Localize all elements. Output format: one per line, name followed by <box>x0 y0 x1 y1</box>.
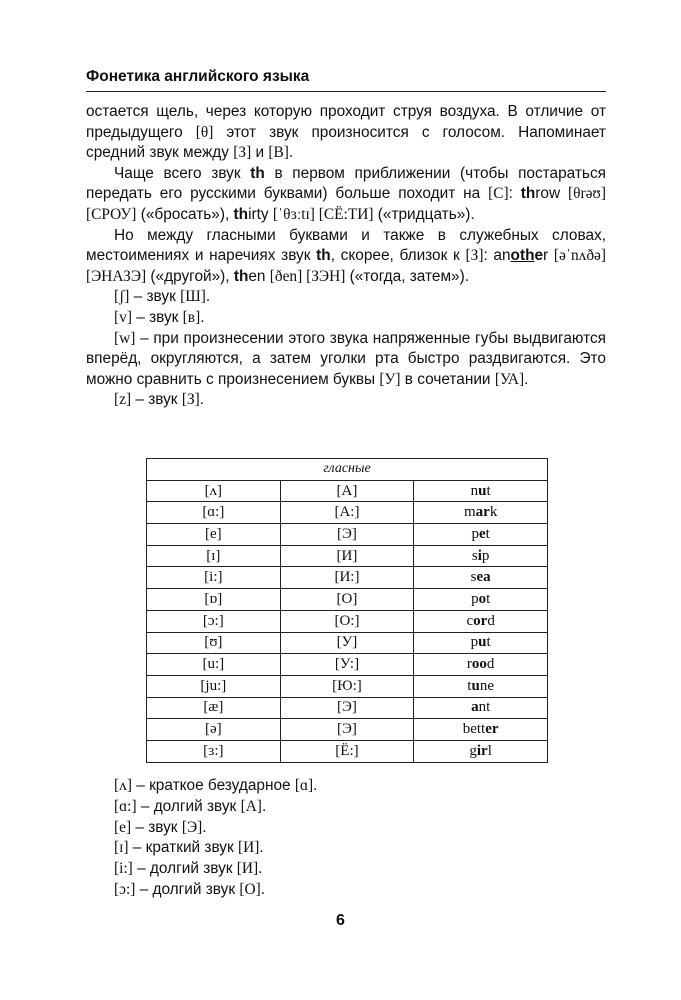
word-part: k <box>489 504 498 521</box>
text: («бросать»), <box>136 205 234 223</box>
underlined-th: oth <box>510 247 535 265</box>
ipa-cell: [ə] <box>147 719 281 741</box>
paragraph-5 <box>86 308 606 329</box>
text: en <box>248 267 270 285</box>
bold-th: th <box>250 164 265 182</box>
text: («тогда, затем»). <box>345 267 470 285</box>
text: . <box>200 308 205 326</box>
ipa-cell: [u:] <box>147 654 281 676</box>
rus-cell: [И:] <box>280 567 414 589</box>
ipa: [ðen] [ЗЭН] <box>269 267 346 285</box>
example-word-cell <box>414 654 548 676</box>
rus-cell: [У] <box>280 632 414 654</box>
rus-cell: [И] <box>280 545 414 567</box>
text: . <box>313 777 318 794</box>
table-body <box>147 480 548 762</box>
table-row <box>147 567 548 589</box>
note-line <box>114 838 614 859</box>
word-bold-part: ar <box>475 504 490 521</box>
word-bold-part: u <box>478 482 487 499</box>
ipa-cell: [ʌ] <box>147 480 281 502</box>
text: . <box>202 818 207 836</box>
example-word-cell <box>414 502 548 524</box>
example-word-cell <box>414 740 548 762</box>
text: («тридцать»). <box>373 205 475 223</box>
paragraph-1 <box>86 102 606 164</box>
table-row <box>147 697 548 719</box>
example-word-cell <box>414 675 548 697</box>
text: : an <box>483 247 511 265</box>
text: r <box>543 247 554 265</box>
bold-th: th <box>233 267 249 285</box>
text: Но между гласными буквами и также в служебных словах, местоимениях и наречиях звук <box>86 226 606 265</box>
text: . <box>524 370 529 388</box>
example-word-cell <box>414 567 548 589</box>
table-row <box>147 632 548 654</box>
word-part: p <box>481 547 490 564</box>
vowel-table <box>146 458 548 763</box>
word-bold-part: u <box>471 677 480 694</box>
word-bold-part: oo <box>471 656 487 673</box>
note-line <box>114 818 614 839</box>
text: – звук <box>131 818 182 836</box>
word-part: s <box>471 547 478 564</box>
rus-sound: [З] <box>465 247 484 265</box>
word-part: n <box>470 482 479 499</box>
rus-cell: [Ё:] <box>280 740 414 762</box>
rus-sound: [в] <box>182 308 201 326</box>
bold-th: th <box>520 185 536 203</box>
rus-sound: [УА] <box>494 370 525 388</box>
rus-sound: [С] <box>488 185 509 203</box>
rus-cell: [У:] <box>280 654 414 676</box>
note-line <box>114 880 614 901</box>
ipa-cell: [æ] <box>147 697 281 719</box>
rus-cell: [А:] <box>280 502 414 524</box>
text: . <box>288 144 294 162</box>
ipa: [z] <box>114 391 132 409</box>
text: («другой»), <box>146 267 234 285</box>
notes-list <box>114 776 614 901</box>
paragraph-3 <box>86 226 606 288</box>
rus-cell: [Ю:] <box>280 675 414 697</box>
text: – долгий звук <box>136 797 241 815</box>
text: . <box>260 880 265 898</box>
word-bold-part: i <box>477 547 482 564</box>
example-word-cell <box>414 545 548 567</box>
text: Чаще всего звук <box>114 164 251 182</box>
text: . <box>205 288 211 306</box>
rus-cell: [Э] <box>280 719 414 741</box>
table-row <box>147 654 548 676</box>
running-header: Фонетика английского языка <box>86 68 310 85</box>
word-part: p <box>470 634 479 651</box>
text: – при произнесении этого звука напряженные губы выдвигаются вперёд, округляются, а затем уголки рта быстро раздвигаются. Это можно сравнить с произнесением буквы <box>86 329 606 388</box>
rus-cell: [О:] <box>280 610 414 632</box>
rus-sound: [З] <box>233 144 252 162</box>
word-part: t <box>485 525 490 542</box>
example-word-cell <box>414 697 548 719</box>
ipa-cell: [ju:] <box>147 675 281 697</box>
table-row <box>147 502 548 524</box>
word-part: p <box>471 590 479 607</box>
ipa: [ʌ] <box>114 777 132 794</box>
example-word-cell <box>414 632 548 654</box>
text: в первом приближении (чтобы постараться передать его русскими буквами) больше походит на <box>86 164 606 203</box>
ipa: [θ] <box>195 123 214 141</box>
text: , скорее, близок к <box>330 247 466 265</box>
note-line <box>114 776 614 797</box>
word-bold-part: or <box>473 612 488 629</box>
rus-cell: [Э] <box>280 524 414 546</box>
word-part: l <box>487 742 492 759</box>
ipa: [e] <box>114 818 132 836</box>
ipa-cell: [ɜ:] <box>147 740 281 762</box>
text: . <box>199 391 205 409</box>
bold-th: th <box>316 247 331 265</box>
word-bold-part: er <box>485 721 499 738</box>
ipa-cell: [i:] <box>147 567 281 589</box>
paragraph-7 <box>86 390 606 411</box>
ipa: [i:] <box>114 860 133 878</box>
word-part: t <box>486 634 491 651</box>
ipa-cell: [ʊ] <box>147 632 281 654</box>
text: . <box>258 860 263 878</box>
rus-sound: [А] <box>240 797 262 815</box>
text: этот звук произносится с голосом. Напоминает средний звук между <box>86 123 606 162</box>
rus-sound: [У] <box>379 370 401 388</box>
word-part: ne <box>479 677 494 694</box>
word-part: c <box>466 612 474 629</box>
ipa: [w] <box>114 329 136 347</box>
text: – звук <box>131 308 183 326</box>
table-row <box>147 480 548 502</box>
example-word-cell <box>414 719 548 741</box>
text: – долгий звук <box>135 880 240 898</box>
note-line <box>114 797 614 818</box>
ipa-cell: [ɪ] <box>147 545 281 567</box>
header-rule <box>86 91 606 92</box>
word-part: bett <box>462 721 486 738</box>
ipa: [ʃ] <box>114 288 130 306</box>
example-word-cell <box>414 524 548 546</box>
word-part: g <box>469 742 477 759</box>
ipa-cell: [ɑ:] <box>147 502 281 524</box>
table-caption: гласные <box>147 459 548 481</box>
word-part: s <box>470 569 477 586</box>
text: остается щель, через которую проходит струя воздуха. В отличие от предыдущего <box>86 103 606 141</box>
text: – долгий звук <box>132 860 237 878</box>
ipa-cell: [ɒ] <box>147 589 281 611</box>
word-bold-part: ir <box>476 742 488 759</box>
table-row <box>147 675 548 697</box>
word-part: t <box>467 677 472 694</box>
ipa: [θrəʊ] [СРОУ] <box>86 185 606 223</box>
text: : <box>508 185 521 203</box>
text: – краткий звук <box>128 839 239 857</box>
table-row <box>147 545 548 567</box>
rus-sound: [В] <box>268 144 289 162</box>
text: и <box>251 144 269 162</box>
ipa: [ɔ:] <box>114 880 136 898</box>
rus-cell: [О] <box>280 589 414 611</box>
ipa-cell: [ɔ:] <box>147 610 281 632</box>
text: row <box>535 185 568 203</box>
page-number: 6 <box>336 912 345 929</box>
word-part: nt <box>478 699 491 716</box>
ipa: [v] <box>114 308 132 326</box>
note-line <box>114 859 614 880</box>
bold-letter: e <box>534 247 544 265</box>
paragraph-2 <box>86 164 606 226</box>
body-text <box>86 102 606 411</box>
word-bold-part: ea <box>476 569 491 586</box>
table-row <box>147 610 548 632</box>
paragraph-6 <box>86 329 606 391</box>
table-row <box>147 719 548 741</box>
text: . <box>261 797 267 815</box>
word-bold-part: o <box>478 590 487 607</box>
rus-sound: [З] <box>181 391 200 409</box>
word-part: d <box>487 612 495 629</box>
example-word-cell <box>414 610 548 632</box>
table-row <box>147 524 548 546</box>
word-part: p <box>471 525 479 542</box>
rus-sound: [О] <box>239 880 261 898</box>
rus-sound: [Э] <box>181 818 203 836</box>
word-part: d <box>486 656 495 673</box>
rus-sound: [Ш] <box>180 288 206 306</box>
word-part: r <box>466 656 472 673</box>
rus-cell: [А] <box>280 480 414 502</box>
table-row <box>147 589 548 611</box>
ipa: [ˈθɜːtɪ] [СЁ:ТИ] <box>272 205 374 223</box>
text: в сочетании <box>400 370 495 388</box>
ipa-cell: [e] <box>147 524 281 546</box>
text: – звук <box>129 288 181 306</box>
ipa: [ɑ:] <box>114 797 137 815</box>
text: . <box>259 839 264 857</box>
example-word-cell <box>414 589 548 611</box>
paragraph-4 <box>86 287 606 308</box>
text: – краткое безударное <box>131 777 295 794</box>
rus-sound: [ɑ] <box>294 777 314 794</box>
word-bold-part: u <box>478 634 487 651</box>
word-bold-part: a <box>471 699 479 716</box>
table-caption-row <box>147 459 548 481</box>
word-part: t <box>486 590 491 607</box>
rus-sound: [И] <box>236 860 259 878</box>
word-part: t <box>486 482 491 499</box>
ipa: [ɪ] <box>114 839 129 857</box>
example-word-cell <box>414 480 548 502</box>
text: irty <box>248 205 273 223</box>
rus-sound: [И] <box>238 839 260 857</box>
bold-th: th <box>233 205 249 223</box>
word-part: m <box>463 504 476 521</box>
ipa: [əˈnʌðə] [ЭНАЗЭ] <box>86 247 606 285</box>
rus-cell: [Э] <box>280 697 414 719</box>
text: – звук <box>131 391 182 409</box>
table-row <box>147 740 548 762</box>
word-bold-part: e <box>478 525 486 542</box>
